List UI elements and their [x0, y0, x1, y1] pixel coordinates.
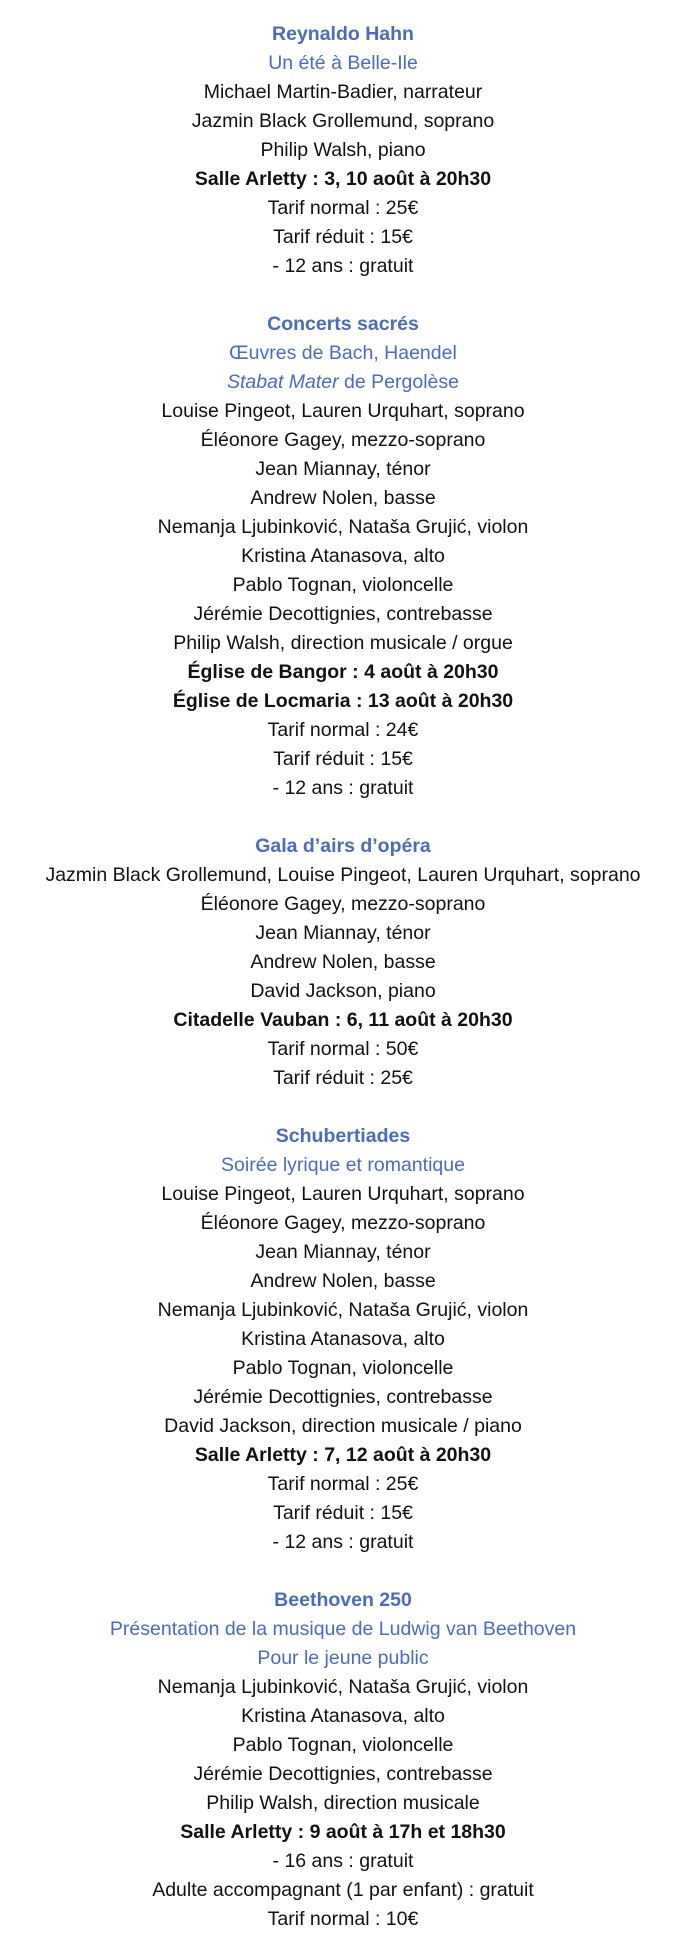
- performer-line: Kristina Atanasova, alto: [241, 545, 445, 567]
- price-line: Tarif normal : 25€: [267, 1473, 419, 1495]
- price-line: Tarif normal : 10€: [267, 1908, 419, 1930]
- performer-line: Éléonore Gagey, mezzo-soprano: [200, 1212, 486, 1234]
- performer-line: Jérémie Decottignies, contrebasse: [193, 1763, 493, 1785]
- concert-block-beethoven-250: [0, 1586, 686, 1934]
- price-line: Tarif réduit : 25€: [273, 1067, 413, 1089]
- concert-subtitle: Soirée lyrique et romantique: [221, 1154, 465, 1176]
- performer-line: Andrew Nolen, basse: [250, 487, 436, 509]
- venue-date-line: Salle Arletty : 7, 12 août à 20h30: [194, 1444, 492, 1466]
- performer-line: Pablo Tognan, violoncelle: [232, 1734, 454, 1756]
- concert-title: Concerts sacrés: [267, 313, 419, 335]
- price-line: Tarif réduit : 15€: [273, 226, 413, 248]
- venue-date-line: Salle Arletty : 9 août à 17h et 18h30: [180, 1821, 506, 1843]
- price-line: - 12 ans : gratuit: [272, 1531, 414, 1553]
- concert-block-schubertiades: [0, 1122, 686, 1557]
- performer-line: Jean Miannay, ténor: [255, 1241, 431, 1263]
- performer-line: Jérémie Decottignies, contrebasse: [193, 1386, 493, 1408]
- price-line: Adulte accompagnant (1 par enfant) : gratuit: [152, 1879, 534, 1901]
- performer-line: Jazmin Black Grollemund, Louise Pingeot, Lauren Urquhart, soprano: [45, 864, 641, 886]
- concert-block-concerts-sacres: [0, 310, 686, 803]
- price-line: Tarif réduit : 15€: [273, 748, 413, 770]
- concert-block-reynaldo-hahn: [0, 20, 686, 281]
- performer-line: Andrew Nolen, basse: [250, 951, 436, 973]
- performer-line: Philip Walsh, direction musicale: [206, 1792, 480, 1814]
- performer-line: Louise Pingeot, Lauren Urquhart, soprano: [161, 400, 525, 422]
- performer-line: Nemanja Ljubinković, Nataša Grujić, violon: [157, 1676, 529, 1698]
- concert-title: Reynaldo Hahn: [272, 23, 414, 45]
- performer-line: David Jackson, piano: [250, 980, 436, 1002]
- price-line: Tarif normal : 24€: [267, 719, 419, 741]
- performer-line: Jazmin Black Grollemund, soprano: [191, 110, 495, 132]
- concert-subtitle: Présentation de la musique de Ludwig van Beethoven: [109, 1618, 577, 1640]
- performer-line: David Jackson, direction musicale / piano: [164, 1415, 522, 1437]
- performer-line: Pablo Tognan, violoncelle: [232, 574, 454, 596]
- performer-line: Andrew Nolen, basse: [250, 1270, 436, 1292]
- concert-subtitle: Un été à Belle-Ile: [268, 52, 418, 74]
- concert-subtitle: Œuvres de Bach, Haendel: [229, 342, 457, 364]
- concert-subtitle-work: [0, 368, 686, 397]
- performer-line: Nemanja Ljubinković, Nataša Grujić, violon: [157, 516, 529, 538]
- concert-title: Schubertiades: [275, 1125, 411, 1147]
- price-line: Tarif normal : 25€: [267, 197, 419, 219]
- price-line: - 16 ans : gratuit: [272, 1850, 414, 1872]
- price-line: - 12 ans : gratuit: [272, 255, 414, 277]
- venue-date-line: Citadelle Vauban : 6, 11 août à 20h30: [173, 1009, 513, 1031]
- performer-line: Éléonore Gagey, mezzo-soprano: [200, 893, 486, 915]
- performer-line: Kristina Atanasova, alto: [241, 1705, 445, 1727]
- performer-line: Philip Walsh, direction musicale / orgue: [173, 632, 513, 654]
- price-line: Tarif réduit : 15€: [273, 1502, 413, 1524]
- price-line: Tarif normal : 50€: [267, 1038, 419, 1060]
- performer-line: Louise Pingeot, Lauren Urquhart, soprano: [161, 1183, 525, 1205]
- venue-date-line: Salle Arletty : 3, 10 août à 20h30: [194, 168, 492, 190]
- concert-title: Gala d’airs d’opéra: [255, 835, 431, 857]
- concert-title: Beethoven 250: [274, 1589, 412, 1611]
- performer-line: Kristina Atanasova, alto: [241, 1328, 445, 1350]
- performer-line: Michael Martin-Badier, narrateur: [203, 81, 483, 103]
- venue-date-line: Église de Locmaria : 13 août à 20h30: [172, 690, 514, 712]
- work-composer: de Pergolèse: [338, 371, 459, 393]
- performer-line: Philip Walsh, piano: [260, 139, 426, 161]
- performer-line: Jérémie Decottignies, contrebasse: [193, 603, 493, 625]
- work-title-italic: Stabat Mater: [227, 371, 339, 393]
- concert-block-gala-opera: [0, 832, 686, 1093]
- performer-line: Jean Miannay, ténor: [255, 922, 431, 944]
- performer-line: Pablo Tognan, violoncelle: [232, 1357, 454, 1379]
- price-line: - 12 ans : gratuit: [272, 777, 414, 799]
- venue-date-line: Église de Bangor : 4 août à 20h30: [187, 661, 499, 683]
- concert-subtitle: Pour le jeune public: [257, 1647, 429, 1669]
- performer-line: Éléonore Gagey, mezzo-soprano: [200, 429, 486, 451]
- performer-line: Jean Miannay, ténor: [255, 458, 431, 480]
- performer-line: Nemanja Ljubinković, Nataša Grujić, violon: [157, 1299, 529, 1321]
